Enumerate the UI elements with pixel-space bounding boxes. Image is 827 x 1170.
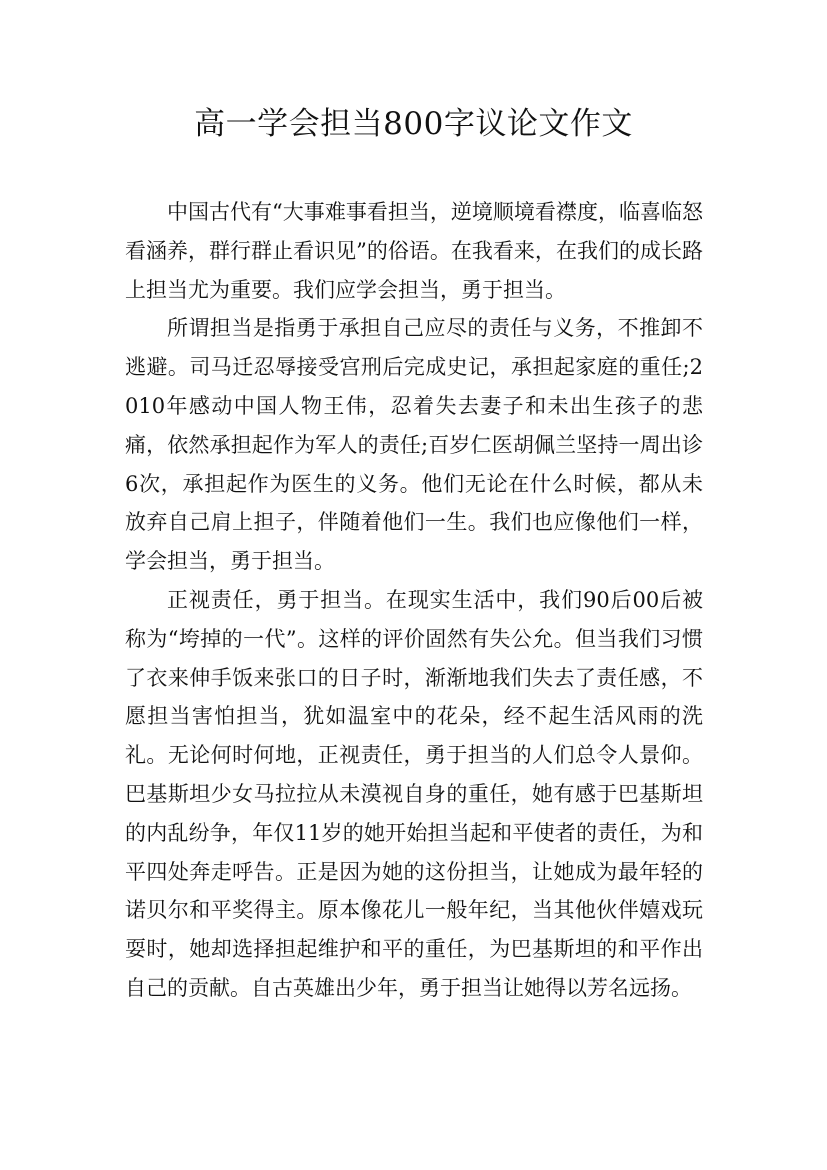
document-body <box>125 193 703 1008</box>
paragraph: 所谓担当是指勇于承担自己应尽的责任与义务，不推卸不逃避。司马迁忍辱接受宫刑后完成史记，承担起家庭的重任;2010年感动中国人物王伟，忍着失去妻子和未出生孩子的悲痛，依然承担起作为军人的责任;百岁仁医胡佩兰坚持一周出诊6次，承担起作为医生的义务。他们无论在什么时候，都从未放弃自己肩上担子，伴随着他们一生。我们也应像他们一样，学会担当，勇于担当。 <box>125 316 703 574</box>
paragraph: 中国古代有“大事难事看担当，逆境顺境看襟度，临喜临怒看涵养，群行群止看识见”的俗语。在我看来，在我们的成长路上担当尤为重要。我们应学会担当，勇于担当。 <box>125 200 703 302</box>
paragraph: 正视责任，勇于担当。在现实生活中，我们90后00后被称为“垮掉的一代”。这样的评价固然有失公允。但当我们习惯了衣来伸手饭来张口的日子时，渐渐地我们失去了责任感，不愿担当害怕担当，犹如温室中的花朵，经不起生活风雨的洗礼。无论何时何地，正视责任，勇于担当的人们总令人景仰。巴基斯坦少女马拉拉从未漠视自身的重任，她有感于巴基斯坦的内乱纷争，年仅11岁的她开始担当起和平使者的责任，为和平四处奔走呼告。正是因为她的这份担当，让她成为最年轻的诺贝尔和平奖得主。原本像花儿一般年纪，当其他伙伴嬉戏玩耍时，她却选择担起维护和平的重任，为巴基斯坦的和平作出自己的贡献。自古英雄出少年，勇于担当让她得以芳名远扬。 <box>125 587 703 1000</box>
document-title: 高一学会担当800字议论文作文 <box>194 106 633 142</box>
